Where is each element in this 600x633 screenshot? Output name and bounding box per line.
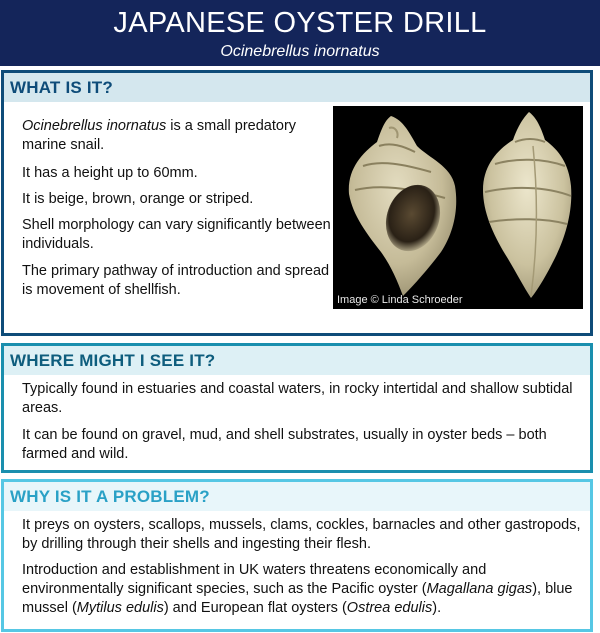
header-banner bbox=[0, 0, 600, 66]
image-credit: Image © Linda Schroeder bbox=[337, 294, 463, 306]
what-paragraph-4: Shell morphology can vary significantly between individuals. bbox=[22, 217, 331, 252]
why-paragraph-2 bbox=[22, 561, 582, 618]
what-paragraph-5: The primary pathway of introduction and spread is movement of shellfish. bbox=[22, 263, 330, 298]
section-heading-why: WHY IS IT A PROBLEM? bbox=[4, 482, 590, 511]
species-name-italic: Ocinebrellus inornatus bbox=[22, 118, 167, 134]
species-name-flat-oyster: Ostrea edulis bbox=[346, 600, 433, 616]
page-title: JAPANESE OYSTER DRILL bbox=[113, 7, 487, 39]
what-paragraph-1 bbox=[22, 117, 332, 155]
why-paragraph-2-text-b: ), blue mussel ( bbox=[22, 581, 573, 616]
section-heading-what: WHAT IS IT? bbox=[4, 73, 590, 102]
why-paragraph-2-text-a: Introduction and establishment in UK waters threatens economically and environmentally significant species, such as the Pacific oyster ( bbox=[22, 562, 487, 597]
section-why-is-it-a-problem bbox=[1, 479, 593, 632]
where-paragraph-2: It can be found on gravel, mud, and shell substrates, usually in oyster beds – both farmed and wild. bbox=[22, 427, 547, 462]
shell-illustration bbox=[333, 106, 583, 309]
what-paragraph-1-text: is a small predatory marine snail. bbox=[22, 118, 297, 153]
what-paragraph-3: It is beige, brown, orange or striped. bbox=[22, 191, 254, 207]
where-paragraph-1: Typically found in estuaries and coastal waters, in rocky intertidal and shallow subtidal areas. bbox=[22, 381, 573, 416]
section-where-might-i-see-it bbox=[1, 343, 593, 473]
species-name-pacific-oyster: Magallana gigas bbox=[426, 581, 533, 597]
why-paragraph-2-text-c: ) and European flat oysters ( bbox=[163, 600, 347, 616]
shell-photo bbox=[333, 106, 583, 309]
shell-right bbox=[483, 112, 571, 298]
shell-left bbox=[349, 116, 456, 296]
page-subtitle: Ocinebrellus inornatus bbox=[220, 43, 380, 60]
why-paragraph-2-text-d: ). bbox=[432, 600, 442, 616]
species-name-blue-mussel: Mytilus edulis bbox=[76, 600, 164, 616]
what-paragraph-2: It has a height up to 60mm. bbox=[22, 165, 198, 181]
why-paragraph-1: It preys on oysters, scallops, mussels, clams, cockles, barnacles and other gastropods, by drilling through their shells and ingesting their flesh. bbox=[22, 517, 581, 552]
section-heading-where: WHERE MIGHT I SEE IT? bbox=[4, 346, 590, 375]
